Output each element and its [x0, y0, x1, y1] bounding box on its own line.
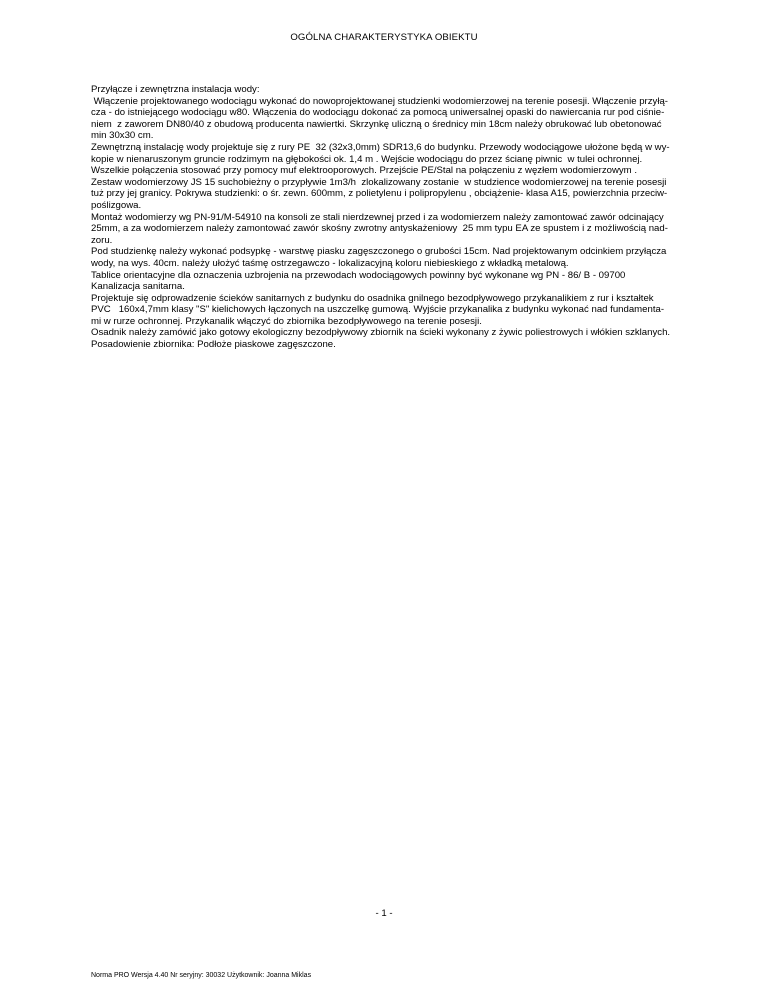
body-line: Montaż wodomierzy wg PN-91/M-54910 na konsoli ze stali nierdzewnej przed i za wodomierzem należy zamontować zawór odcinający — [91, 211, 664, 223]
body-line: zoru. — [91, 234, 113, 246]
body-line: Zestaw wodomierzowy JS 15 suchobieżny o przypływie 1m3/h zlokalizowany zostanie w studzience wodomierzowej na terenie posesji — [91, 176, 667, 188]
body-line: Przyłącze i zewnętrzna instalacja wody: — [91, 84, 260, 95]
body-line: kopie w nienaruszonym gruncie rodzimym na głębokości ok. 1,4 m . Wejście wodociągu do przez ścianę piwnic w tulei ochronnej. — [91, 153, 643, 165]
body-line: tuż przy jej granicy. Pokrywa studzienki: o śr. zewn. 600mm, z polietylenu i polipropylenu , obciążenie- klasa A15, powierzchnia przeciw- — [91, 188, 668, 200]
body-line: poślizgowa. — [91, 199, 142, 211]
body-line: niem z zaworem DN80/40 z obudową producenta nawiertki. Skrzynkę uliczną o średnicy min 18cm należy obrukować lub obetonować — [91, 118, 662, 130]
body-line: wody, na wys. 40cm. należy ułożyć taśmę ostrzegawczo - lokalizacyjną koloru niebieskiego z wkładką metalową. — [91, 257, 569, 269]
body-line: Tablice orientacyjne dla oznaczenia uzbrojenia na przewodach wodociągowych powinny być wykonane wg PN - 86/ B - 09700 — [91, 269, 626, 281]
page-number: - 1 - — [375, 908, 393, 919]
body-line: Posadowienie zbiornika: Podłoże piaskowe zagęszczone. — [91, 339, 336, 351]
document-body — [91, 84, 731, 351]
body-line: PVC 160x4,7mm klasy "S" kielichowych łączonych na uszczelkę gumową. Wyjście przykanalika z budynku wykonać nad fundamenta- — [91, 304, 665, 316]
body-line: Włączenie projektowanego wodociągu wykonać do nowoprojektowanej studzienki wodomierzowej na terenie posesji. Włączenie przyłą- — [91, 95, 668, 107]
body-line: Osadnik należy zamówić jako gotowy ekologiczny bezodpływowy zbiornik na ścieki wykonany z żywic poliestrowych i włókien szklanych. — [91, 327, 671, 339]
page-title: OGÓLNA CHARAKTERYSTYKA OBIEKTU — [290, 32, 478, 43]
body-line: cza - do istniejącego wodociągu w80. Włączenia do wodociągu dokonać za pomocą uniwersalnej opaski do nawiercania rur pod ciśnie- — [91, 107, 665, 119]
body-line: Zewnętrzną instalację wody projektuje się z rury PE 32 (32x3,0mm) SDR13,6 do budynku. Przewody wodociągowe ułożone będą w wy- — [91, 141, 670, 153]
body-line: min 30x30 cm. — [91, 130, 154, 142]
footer-text: Norma PRO Wersja 4.40 Nr seryjny: 30032 Użytkownik: Joanna Miklas — [91, 972, 312, 979]
body-line: Projektuje się odprowadzenie ścieków sanitarnych z budynku do osadnika gnilnego bezodpływowego przykanalikiem z rur i kształtek — [91, 292, 654, 304]
body-line: Pod studzienkę należy wykonać podsypkę - warstwę piasku zagęszczonego o grubości 15cm. Nad projektowanym odcinkiem przyłącza — [91, 246, 667, 258]
section-heading: Kanalizacja sanitarna. — [91, 281, 185, 293]
body-line: Wszelkie połączenia stosować przy pomocy muf elektrooporowych. Przejście PE/Stal na połączeniu z węzłem wodomierzowym . — [91, 165, 637, 177]
body-line: 25mm, a za wodomierzem należy zamontować zawór skośny zwrotny antyskażeniowy 25 mm typu EA ze spustem i z możliwością nad- — [91, 223, 668, 235]
body-line: mi w rurze ochronnej. Przykanalik włączyć do zbiornika bezodpływowego na terenie posesji. — [91, 315, 482, 327]
